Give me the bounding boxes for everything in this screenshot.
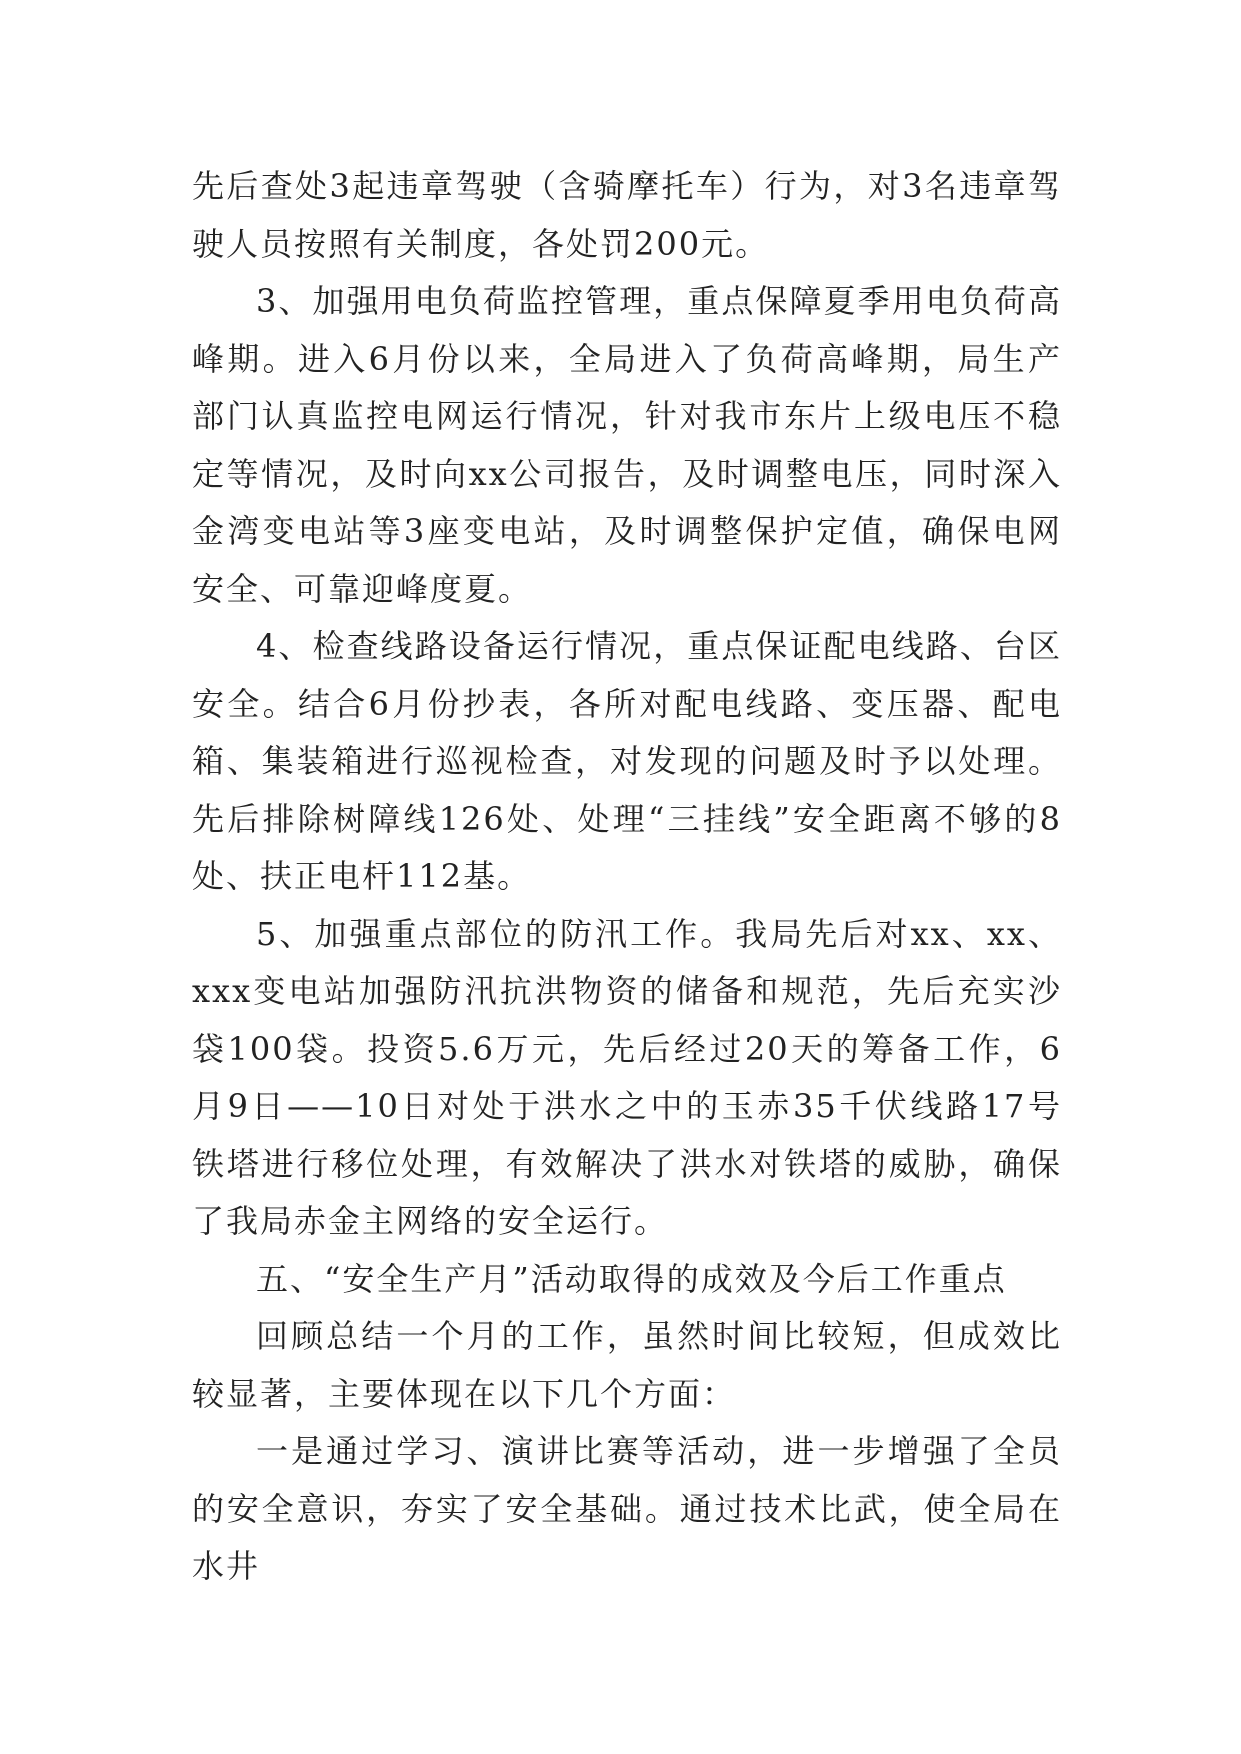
paragraph-item-5: 5、加强重点部位的防汛工作。我局先后对xx、xx、xxx变电站加强防汛抗洪物资的储备和规范，先后充实沙袋100袋。投资5.6万元，先后经过20天的筹备工作，6月9日——10日对处于洪水之中的玉赤35千伏线路17号铁塔进行移位处理，有效解决了洪水对铁塔的威胁，确保了我局赤金主网络的安全运行。 (192, 914, 1062, 1240)
paragraph-review: 回顾总结一个月的工作，虽然时间比较短，但成效比较显著，主要体现在以下几个方面： (192, 1317, 1062, 1413)
paragraph-item-4: 4、检查线路设备运行情况，重点保证配电线路、台区安全。结合6月份抄表，各所对配电线路、变压器、配电箱、集装箱进行巡视检查，对发现的问题及时予以处理。先后排除树障线126处、处理“三挂线”安全距离不够的8处、扶正电杆112基。 (192, 627, 1062, 895)
paragraph-item-3: 3、加强用电负荷监控管理，重点保障夏季用电负荷高峰期。进入6月份以来，全局进入了负荷高峰期，局生产部门认真监控电网运行情况，针对我市东片上级电压不稳定等情况，及时向xx公司报告，及时调整电压，同时深入金湾变电站等3座变电站，及时调整保护定值，确保电网安全、可靠迎峰度夏。 (192, 282, 1062, 608)
document-body (192, 158, 1062, 1596)
paragraph-point-one: 一是通过学习、演讲比赛等活动，进一步增强了全员的安全意识，夯实了安全基础。通过技术比武，使全局在水井 (192, 1432, 1062, 1585)
section-heading-five: 五、“安全生产月”活动取得的成效及今后工作重点 (256, 1259, 1007, 1298)
paragraph-continuation: 先后查处3起违章驾驶（含骑摩托车）行为，对3名违章驾驶人员按照有关制度，各处罚200元。 (192, 167, 1062, 263)
